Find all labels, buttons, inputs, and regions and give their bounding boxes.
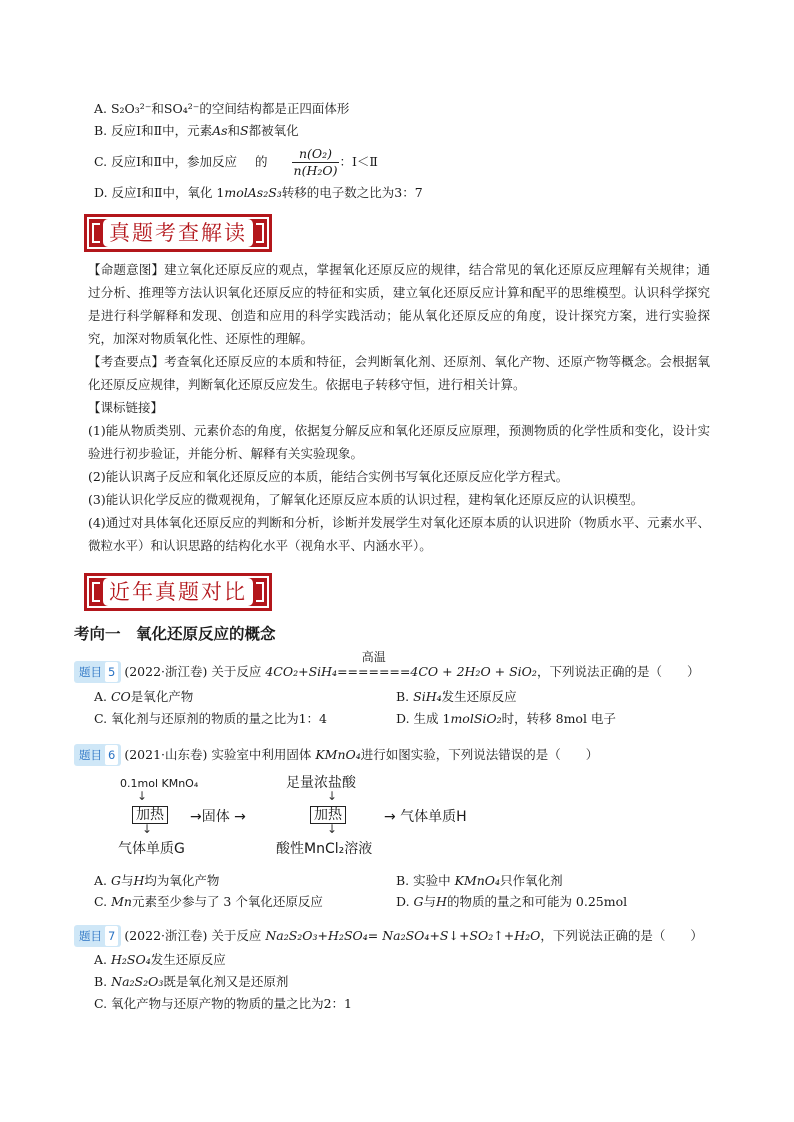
option-var: Na₂S₂O₃ (111, 974, 164, 989)
banner-frame (87, 576, 269, 608)
arrow-down-icon: ↓ (142, 822, 153, 836)
curriculum-heading: 【课标链接】 (88, 400, 164, 415)
option-d-var: molAs₂S₃ (224, 185, 282, 200)
option-c-pre: C. 反应Ⅰ和Ⅱ中，参加反应 (94, 154, 237, 169)
q7-option-a (94, 951, 226, 969)
q7-option-b (94, 973, 288, 991)
option-text: 发生还原反应 (150, 952, 226, 967)
option-d-pre: D. 反应Ⅰ和Ⅱ中，氧化 1 (94, 185, 225, 200)
question-7 (74, 925, 703, 947)
option-text: 既是氧化剂又是还原剂 (163, 974, 289, 989)
option-post: 只作氧化剂 (500, 873, 563, 888)
question-tag (74, 661, 121, 683)
option-b-as: As (212, 123, 228, 138)
tag-label: 题目 (79, 929, 102, 943)
question-source: (2022·浙江卷) 关于反应 (124, 928, 266, 943)
question-var: KMnO₄ (315, 747, 361, 762)
question-6 (74, 744, 598, 766)
question-tail: ，下列说法正确的是（ ） (536, 664, 700, 679)
equation-right: 4CO + 2H₂O + SiO₂ (410, 664, 537, 679)
question-tail: 进行如图实验，下列说法错误的是（ ） (360, 747, 599, 762)
option-var: Mn (111, 894, 132, 909)
question-equation: Na₂S₂O₃+H₂SO₄= Na₂SO₄+S↓+SO₂↑+H₂O (265, 928, 541, 943)
q5-option-c: C. 氧化剂与还原剂的物质的量之比为1：4 (94, 711, 327, 726)
section-heading: 考向一 氧化还原反应的概念 (74, 625, 276, 643)
option-b-top (94, 122, 299, 140)
option-a-top (94, 100, 349, 118)
curriculum-item-4: (4)通过对具体氧化还原反应的判断和分析，诊断并发展学生对氧化还原本质的认识进阶（物质水平、元素水平、微粒水平）和认识思路的结构化水平（视角水平、内涵水平）。 (88, 515, 710, 553)
q5-option-b (396, 688, 517, 706)
tag-number: 7 (105, 926, 118, 946)
option-g: G (413, 894, 424, 909)
q6-option-b (396, 872, 563, 890)
option-label: A. (94, 689, 111, 704)
fraction-numerator: n(O₂) (292, 146, 340, 163)
option-a-text: A. S₂O₃²⁻和SO₄²⁻的空间结构都是正四面体形 (94, 101, 350, 116)
option-b-s: S (240, 123, 249, 138)
option-pre: B. 实验中 (396, 873, 455, 888)
diagram-gas-g: 气体单质G (118, 841, 185, 857)
banner-exam-interpretation (84, 214, 272, 252)
option-var: molSiO₂ (450, 711, 502, 726)
curriculum-item-2: (2)能认识离子反应和氧化还原反应的本质，能结合实例书写氧化还原反应化学方程式。 (88, 469, 569, 484)
diagram-solution: 酸性MnCl₂溶液 (276, 841, 373, 857)
option-post: 均为氧化产物 (144, 873, 220, 888)
option-var: KMnO₄ (454, 873, 501, 888)
diagram-reagent: 0.1mol KMnO₄ (120, 777, 199, 790)
option-h: H (133, 873, 145, 888)
tag-label: 题目 (79, 665, 102, 679)
option-post: 时，转移 8mol 电子 (501, 711, 616, 726)
option-text: 发生还原反应 (441, 689, 517, 704)
keypoints-paragraph: 【考查要点】考查氧化还原反应的本质和特征，会判断氧化剂、还原剂、氧化产物、还原产物等概念。会根据氧化还原反应规律，判断氧化还原反应发生。依据电子转移守恒，进行相关计算。 (88, 354, 710, 392)
banner-frame (87, 217, 269, 249)
option-pre: D. 生成 1 (396, 711, 451, 726)
option-mid: 与 (120, 873, 134, 888)
diagram-gas-h: → 气体单质H (384, 809, 467, 825)
ratio-fraction (292, 146, 340, 179)
option-c-de: 的 (255, 154, 268, 169)
arrow-down-icon: ↓ (327, 822, 338, 836)
option-label: B. (94, 974, 112, 989)
heat-label-2: 加热 (310, 806, 346, 824)
q5-option-d (396, 710, 616, 728)
option-var: SiH₄ (413, 689, 442, 704)
heat-box-1 (132, 804, 168, 824)
heat-box-2 (310, 804, 346, 824)
option-post: 元素至少参与了 3 个氧化还原反应 (131, 894, 323, 909)
option-pre: A. (94, 873, 111, 888)
equation-sign: ======= (337, 664, 411, 679)
interpretation-section (88, 258, 710, 557)
option-b-mid: 和 (227, 123, 241, 138)
option-post: 的物质的量之和可能为 0.25mol (446, 894, 628, 909)
banner-recent-exams (84, 573, 272, 611)
option-var: H₂SO₄ (110, 952, 151, 967)
option-d-post: 转移的电子数之比为3：7 (281, 185, 423, 200)
option-h: H (436, 894, 447, 909)
question-source: (2021·山东卷) 实验室中利用固体 (124, 747, 316, 762)
option-b-post: 都被氧化 (248, 123, 299, 138)
banner-title: 近年真题对比 (103, 578, 253, 606)
q6-option-c (94, 893, 323, 911)
equation-sign-group (337, 650, 411, 682)
q6-option-d (396, 893, 627, 911)
banner-title: 真题考查解读 (103, 219, 253, 247)
q5-option-a (94, 688, 193, 706)
option-g: G (110, 873, 121, 888)
tag-number: 5 (105, 662, 118, 682)
option-label: A. (94, 952, 111, 967)
option-label: B. (396, 689, 414, 704)
option-text: 是氧化产物 (130, 689, 194, 704)
arrow-down-icon: ↓ (137, 789, 148, 803)
equation-condition: 高温 (361, 650, 386, 664)
curriculum-item-1: (1)能从物质类别、元素价态的角度，依据复分解反应和氧化还原反应原理，预测物质的化学性质和变化，设计实验进行初步验证，并能分析、解释有关实验现象。 (88, 423, 710, 461)
arrow-down-icon: ↓ (327, 789, 338, 803)
diagram-acid: 足量浓盐酸 (286, 775, 356, 791)
q6-option-a (94, 872, 219, 890)
option-pre: D. (396, 894, 414, 909)
question-tag (74, 744, 121, 766)
heat-label-1: 加热 (132, 806, 168, 824)
q7-option-c: C. 氧化产物与还原产物的物质的量之比为2：1 (94, 996, 352, 1011)
diagram-solid: →固体 → (190, 809, 246, 825)
fraction-denominator: n(H₂O) (293, 163, 338, 178)
option-b-pre: B. 反应Ⅰ和Ⅱ中，元素 (94, 123, 213, 138)
option-c-post: ：Ⅰ＜Ⅱ (339, 154, 378, 169)
question-tag (74, 925, 121, 947)
question-tail: ，下列说法正确的是（ ） (540, 928, 703, 943)
tag-label: 题目 (79, 748, 102, 762)
option-c-top (94, 143, 378, 181)
equation-left: 4CO₂+SiH₄ (265, 664, 338, 679)
curriculum-item-3: (3)能认识化学反应的微观视角，了解氧化还原反应本质的认识过程，建构氧化还原反应的认识模型。 (88, 492, 644, 507)
option-pre: C. (94, 894, 112, 909)
intent-paragraph: 【命题意图】建立氧化还原反应的观点，掌握氧化还原反应的规律，结合常见的氧化还原反应理解有关规律；通过分析、推理等方法认识氧化还原反应的特征和实质，建立氧化还原反应计算和配平的思维模型。认识科学探究是进行科学解释和发现、创造和应用的科学实践活动；能从氧化还原反应的角度，设计探究方案，进行实验探究，加深对物质氧化性、还原性的理解。 (88, 262, 710, 346)
option-mid: 与 (423, 894, 437, 909)
question-5 (74, 650, 700, 683)
tag-number: 6 (105, 745, 118, 765)
question-source: (2022·浙江卷) 关于反应 (124, 664, 266, 679)
option-d-top (94, 184, 423, 202)
option-var: CO (110, 689, 131, 704)
